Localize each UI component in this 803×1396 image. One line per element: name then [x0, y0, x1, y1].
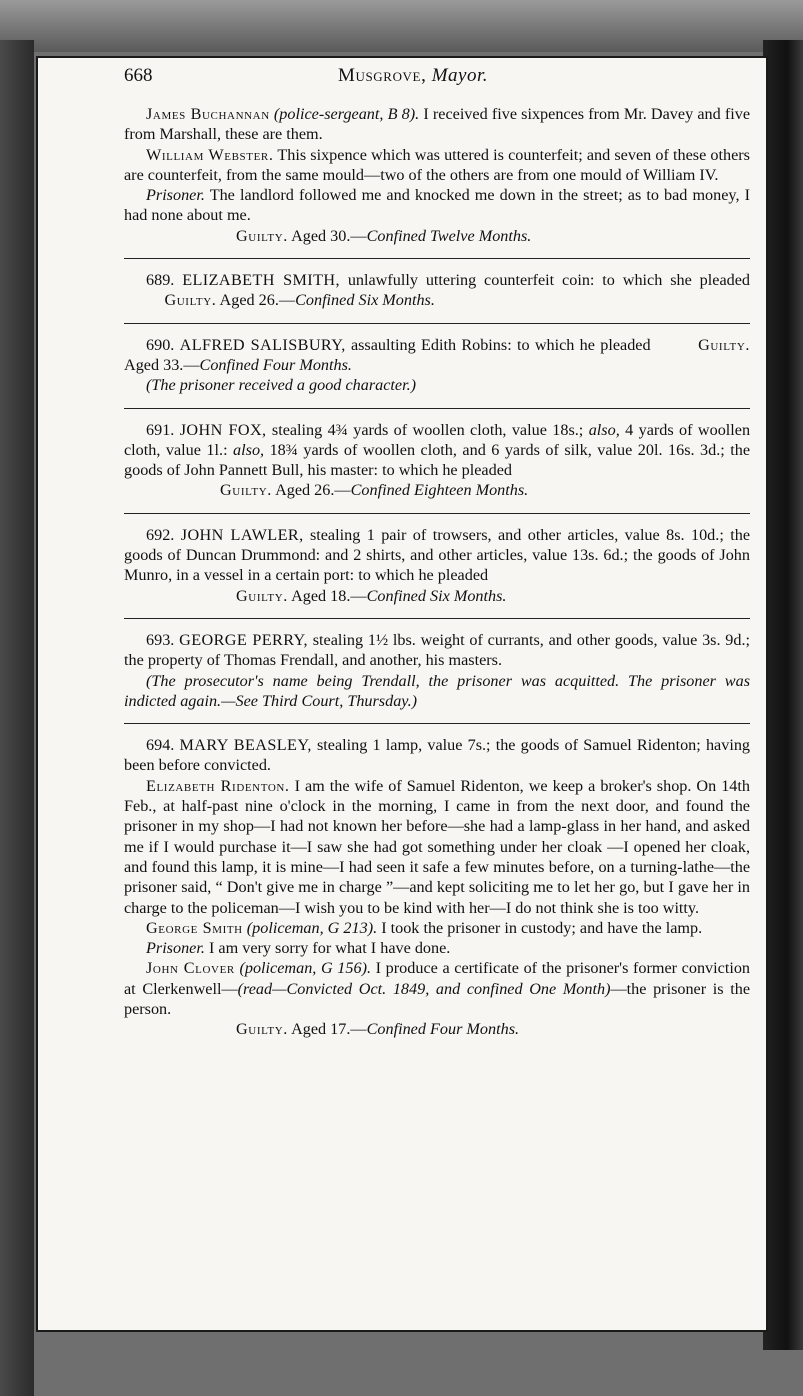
- defendant-name: MARY BEASLEY,: [179, 736, 312, 755]
- page-edge: [763, 40, 803, 1350]
- verdict-line: Guilty. Aged 26.—Confined Eighteen Months.: [220, 481, 529, 500]
- case-continuation: [124, 104, 750, 246]
- page-header: [124, 66, 750, 98]
- case-694: 694. MARY BEASLEY, stealing 1 lamp, value 7s.; the goods of Samuel Ridenton; having been before convicted. Elizabeth Ridenton. I am the wife of Samuel Ridenton, we keep a broker's shop. On 14th Feb., at half-past nine o'clock in the morning, I came in from the next door, and found the prisoner in my shop—I had not known her before—she had a lamp-glass in her hand, and asked me if I would purchase it—I saw she had got something under her cloak —I opened her cloak, and found this lamp, it is mine—I had seen it safe a few minutes before, on a turning-lathe—the prisoner said, “ Don't give me in charge ”—and kept soliciting me to let her go, but I gave her in charge to the policeman—I wish you to be kind with her—I do not think she is too witty. George Smith (policeman, G 213). I took the prisoner in custody; and have the lamp. Prisoner. I am very sorry for what I have done. John Clover (policeman, G 156). I produce a certificate of the prisoner's former conviction at Clerkenwell—(read—Convicted Oct. 1849, and confined One Month)—the prisoner is the person. Guilty. Aged 17.—Confined Four Months.: [124, 736, 751, 1039]
- case-689: 689. ELIZABETH SMITH, unlawfully uttering counterfeit coin: to which she pleaded Guilty. Aged 26.—Confined Six Months.: [146, 271, 751, 310]
- defendant-name: GEORGE PERRY,: [179, 630, 308, 649]
- defendant-name: ELIZABETH SMITH,: [182, 271, 340, 290]
- page-content: [124, 66, 750, 1040]
- case-divider: [124, 258, 750, 259]
- page-number: 668: [124, 65, 153, 86]
- case-divider: [124, 323, 750, 324]
- case-691: 691. JOHN FOX, stealing 4¾ yards of woollen cloth, value 18s.; also, 4 yards of woollen cloth, value 1l.: also, 18¾ yards of woollen cloth, and 6 yards of silk, value 20l. 16s. 3d.; the goods of John Pannett Bull, his master: to which he pleaded Guilty. Aged 26.—Confined Eighteen Months.: [124, 420, 751, 500]
- case-note: (The prosecutor's name being Trendall, the prisoner was acquitted. The prisoner was indicted again.—See Third Court, Thursday.): [124, 671, 750, 710]
- witness-ridenton: Elizabeth Ridenton. I am the wife of Samuel Ridenton, we keep a broker's shop. On 14th Feb., at half-past nine o'clock in the morning, I came in from the next door, and found the prisoner in my shop—I had not known her before—she had a lamp-glass in her hand, and asked me if I would purchase it—I saw she had got something under her cloak —I opened her cloak, and found this lamp, it is mine—I had seen it safe a few minutes before, on a turning-lathe—the prisoner said, “ Don't give me in charge ”—and kept soliciting me to let her go, but I gave her in charge to the policeman—I wish you to be kind with her—I do not think she is too witty.: [124, 776, 750, 917]
- case-divider: [124, 723, 750, 724]
- book-binding: [0, 40, 34, 1396]
- scan-background-top: [0, 0, 803, 52]
- defendant-name: JOHN FOX,: [179, 420, 267, 439]
- witness-smith: George Smith (policeman, G 213). I took the prisoner in custody; and have the lamp.: [146, 918, 703, 937]
- prisoner-statement: Prisoner. The landlord followed me and knocked me down in the street; as to bad money, I had none about me.: [124, 186, 750, 225]
- defendant-name: ALFRED SALISBURY,: [179, 335, 346, 354]
- prisoner-statement: Prisoner. I am very sorry for what I have done.: [146, 939, 451, 958]
- running-title: Musgrove, Mayor.: [338, 65, 489, 86]
- case-note: (The prisoner received a good character.): [146, 376, 417, 395]
- verdict-line: Guilty. Aged 18.—Confined Six Months.: [236, 586, 507, 605]
- verdict-line: Guilty. Aged 17.—Confined Four Months.: [236, 1020, 520, 1039]
- witness-webster: William Webster. This sixpence which was uttered is counterfeit; and seven of these others are counterfeit, from the same mould—two of the others are from one mould of William IV.: [124, 145, 750, 184]
- case-divider: [124, 618, 750, 619]
- case-693: 693. GEORGE PERRY, stealing 1½ lbs. weight of currants, and other goods, value 3s. 9d.; the property of Thomas Frendall, and another, his masters. (The prosecutor's name being Trendall, the prisoner was acquitted. The prisoner was indicted again.—See Third Court, Thursday.): [124, 630, 751, 710]
- case-divider: [124, 513, 750, 514]
- case-divider: [124, 408, 750, 409]
- verdict-line: Guilty. Aged 30.—Confined Twelve Months.: [236, 226, 532, 245]
- defendant-name: JOHN LAWLER,: [180, 525, 304, 544]
- case-690: 690. ALFRED SALISBURY, assaulting Edith Robins: to which he pleaded Guilty. Aged 33.—Confined Four Months. (The prisoner received a good character.): [124, 335, 751, 395]
- case-692: 692. JOHN LAWLER, stealing 1 pair of trowsers, and other articles, value 8s. 10d.; the goods of Duncan Drummond: and 2 shirts, and other articles, value 13s. 6d.; the goods of John Munro, in a vessel in a certain port: to which he pleaded Guilty. Aged 18.—Confined Six Months.: [124, 525, 751, 605]
- witness-buchannan: James Buchannan (police-sergeant, B 8). I received five sixpences from Mr. Davey and five from Marshall, these are them.: [124, 105, 751, 144]
- witness-clover: John Clover (policeman, G 156). I produce a certificate of the prisoner's former conviction at Clerkenwell—(read—Convicted Oct. 1849, and confined One Month)—the prisoner is the person.: [124, 959, 751, 1018]
